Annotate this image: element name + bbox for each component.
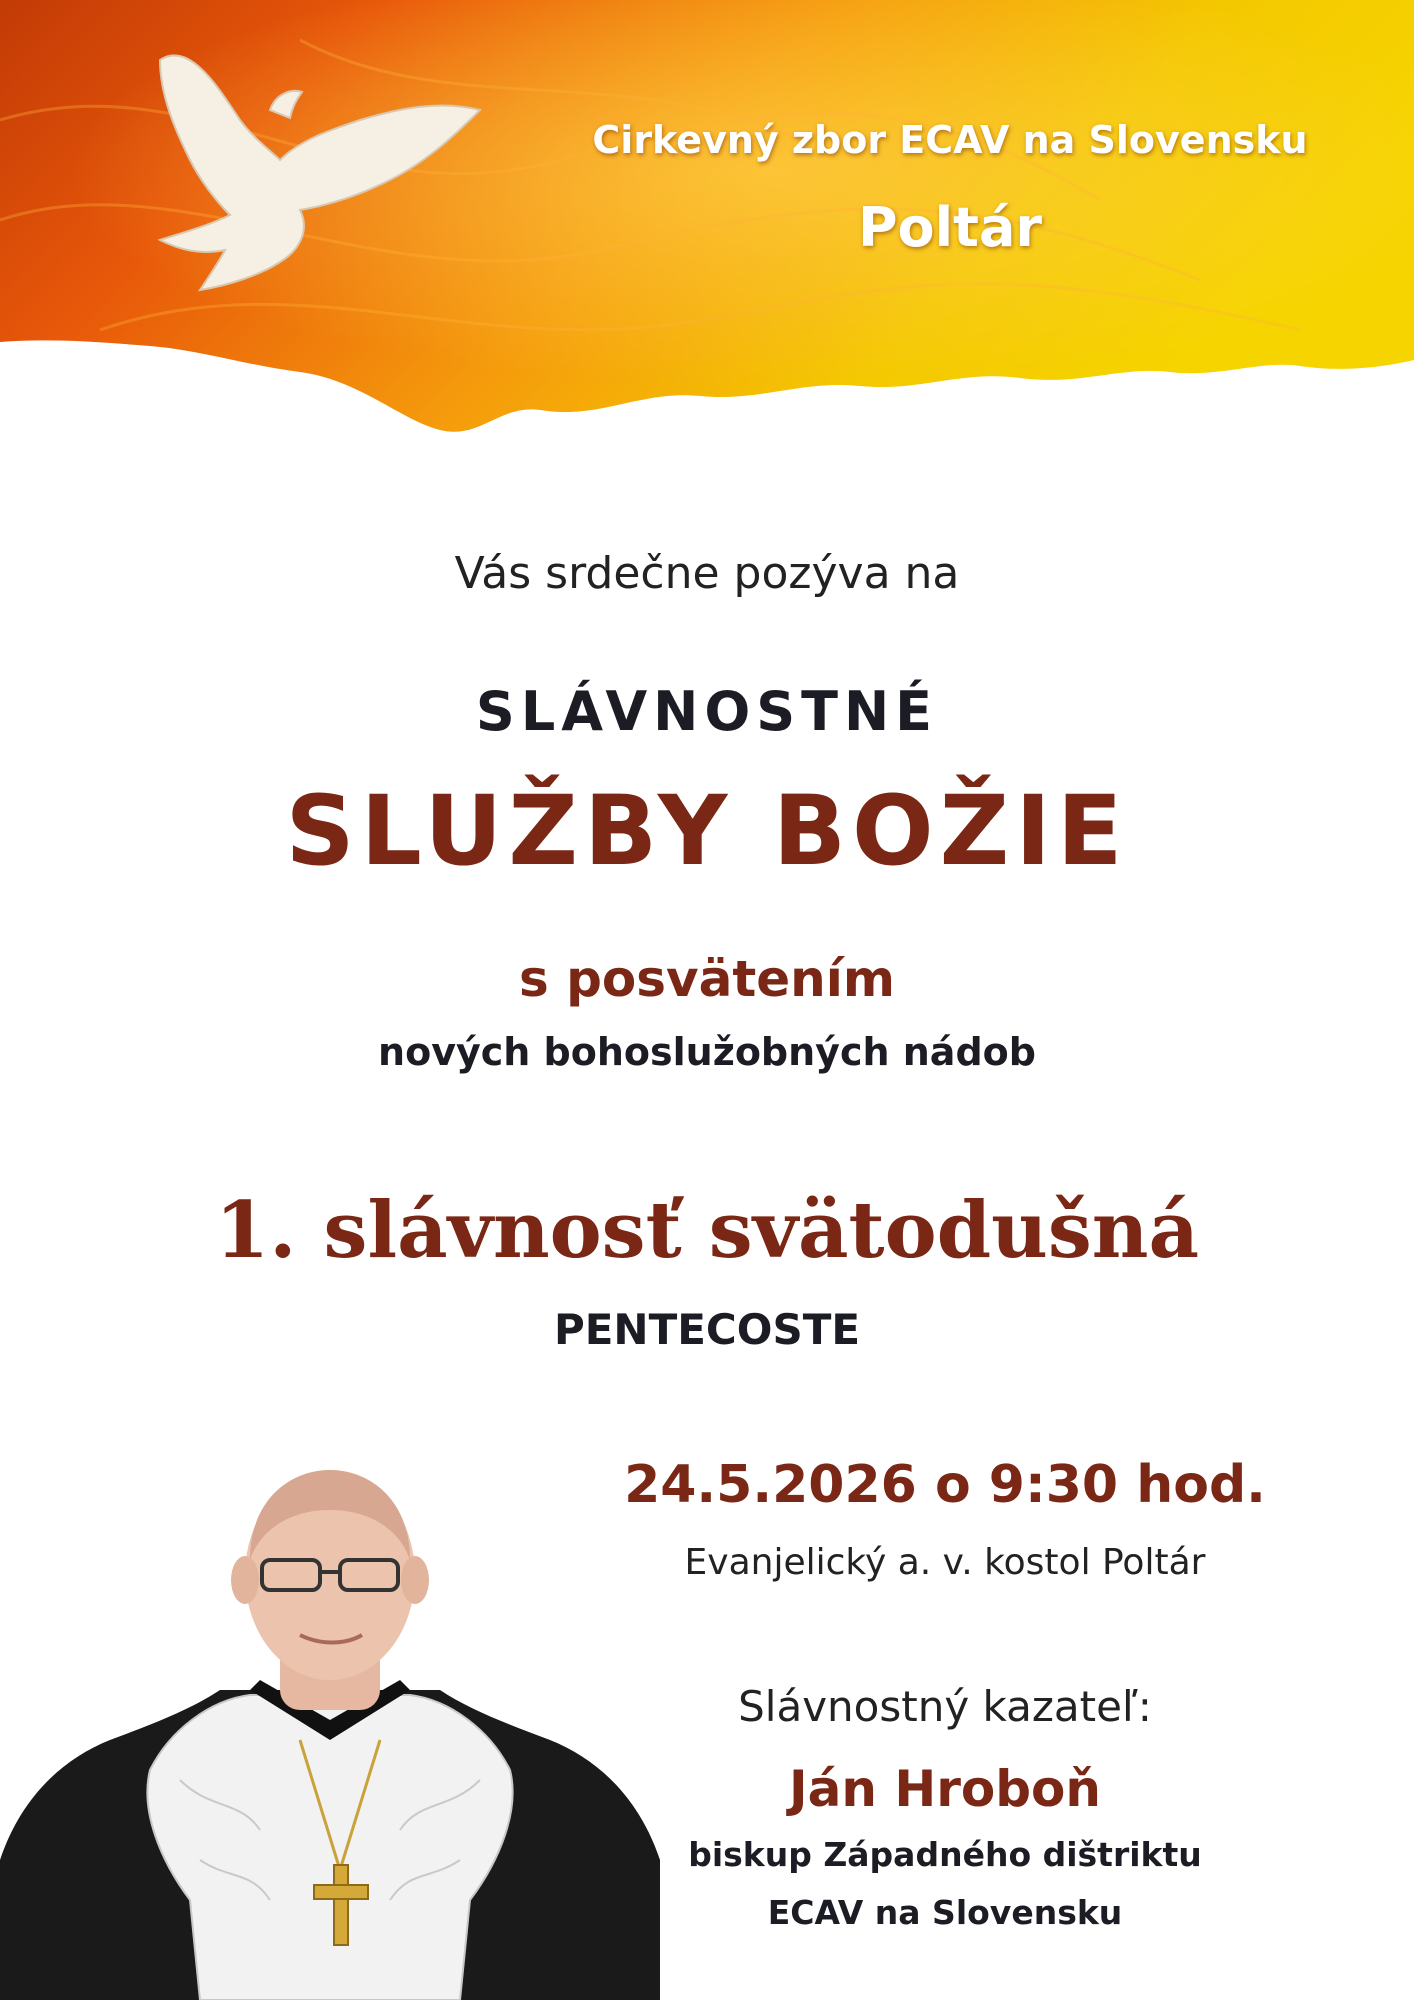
title-line-2: SLUŽBY BOŽIE xyxy=(285,775,1129,887)
portrait-image xyxy=(0,1440,660,2000)
subtitle-line-2: nových bohoslužobných nádob xyxy=(378,1030,1036,1074)
event-place: Evanjelický a. v. kostol Poltár xyxy=(684,1542,1206,1583)
title-line-1: SLÁVNOSTNÉ xyxy=(475,680,939,743)
preacher-role-line-2: ECAV na Slovensku xyxy=(767,1893,1123,1932)
preacher-portrait xyxy=(0,1440,660,2000)
feast-latin-name: PENTECOSTE xyxy=(553,1305,861,1354)
event-date-time: 24.5.2026 o 9:30 hod. xyxy=(624,1455,1266,1515)
preacher-name: Ján Hroboň xyxy=(789,1760,1101,1818)
preacher-role-line-1: biskup Západného dištriktu xyxy=(688,1835,1202,1874)
organization-name: Cirkevný zbor ECAV na Slovensku xyxy=(592,118,1308,162)
preacher-label: Slávnostný kazateľ: xyxy=(738,1682,1152,1731)
subtitle-line-1: s posvätením xyxy=(518,950,896,1008)
invitation-text: Vás srdečne pozýva na xyxy=(454,548,960,599)
town-name: Poltár xyxy=(857,196,1043,259)
feast-name: 1. slávnosť svätodušná xyxy=(214,1185,1200,1276)
